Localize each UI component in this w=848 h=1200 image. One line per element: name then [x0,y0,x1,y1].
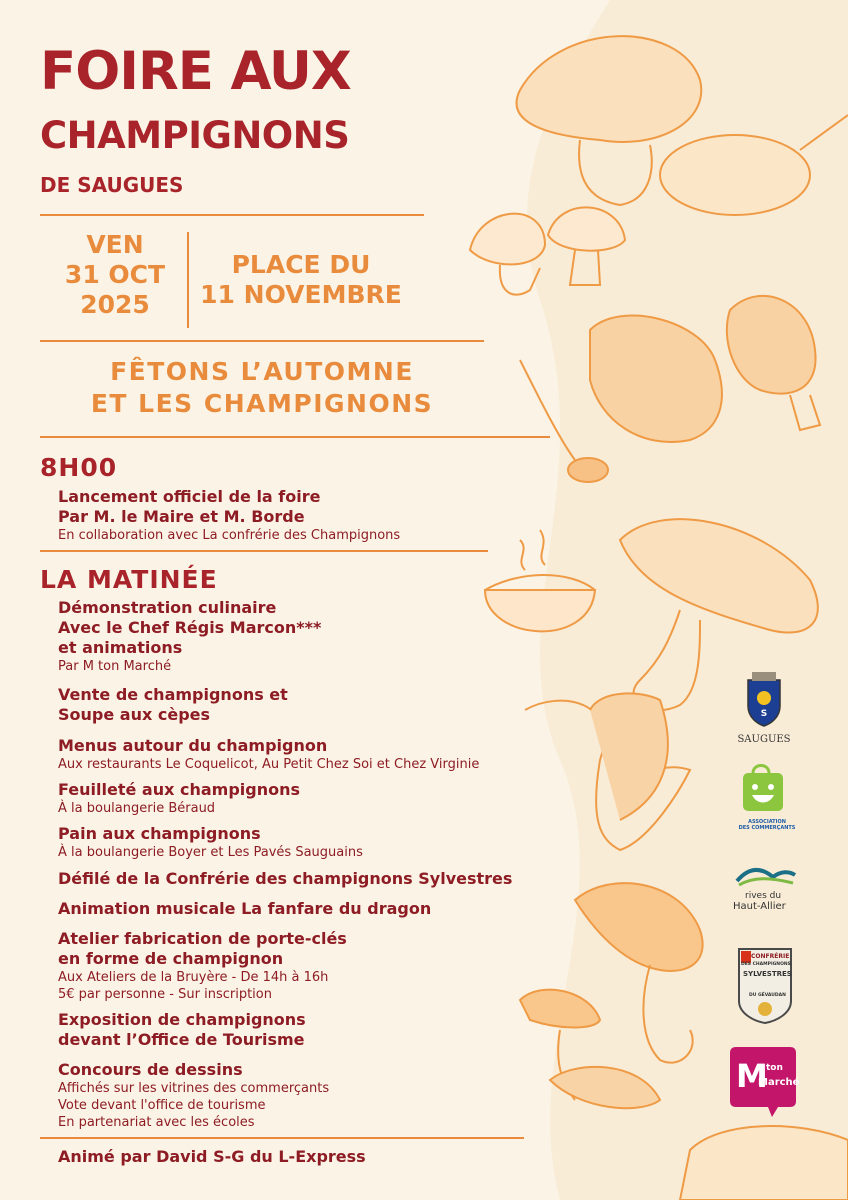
program-item [58,598,538,675]
item-line: et animations [58,638,183,657]
saugues-label: SAUGUES [737,734,791,745]
program-item [58,869,538,889]
program-item [58,780,538,817]
place-line-2: 11 NOVEMBRE [200,280,402,309]
launch-item [58,487,538,544]
section-title-8h00: 8H00 [40,453,118,482]
footer-divider [40,1137,524,1139]
place-divider [40,340,484,342]
crest-icon [734,670,794,730]
date-place-divider [187,232,189,328]
shopping-bag-icon [735,763,799,815]
section-title-matinee: LA MATINÉE [40,565,218,594]
mton-ton: ton [766,1063,783,1073]
item-line: Menus autour du champignon [58,736,328,755]
item-line: Démonstration culinaire [58,598,277,617]
confrerie-logo [735,945,795,1025]
association-line-1: ASSOCIATION [748,819,786,825]
place-line-1: PLACE DU [231,250,371,279]
item-sub: Affichés sur les vitrines des commerçants [58,1081,330,1096]
launch-sub: En collaboration avec La confrérie des Champignons [58,528,401,543]
m-ton-marche-logo [728,1043,798,1118]
item-line: Exposition de champignons [58,1010,306,1029]
rives-haut-allier-logo [733,865,803,925]
date-day: VEN [86,230,144,259]
program-item [58,929,538,1003]
item-line: Animation musicale La fanfare du dragon [58,899,432,918]
association-commercants-logo [735,763,799,849]
item-line: Atelier fabrication de porte-clés [58,929,347,948]
tagline-line-1: FÊTONS L’AUTOMNE [110,357,414,386]
program-item [58,899,538,919]
mton-m: M [736,1057,768,1095]
confrerie-line-4: DU GÉVAUDAN [749,993,786,998]
date-block [40,230,190,320]
item-line: Soupe aux cèpes [58,705,211,724]
item-line: Vente de champignons et [58,685,288,704]
date-year: 2025 [80,290,150,319]
header-divider [40,214,424,216]
item-sub: À la boulangerie Béraud [58,801,216,816]
place-block [196,250,406,310]
confrerie-line-3: SYLVESTRES [743,970,792,978]
rives-line-2: Haut-Allier [733,901,786,912]
item-sub: À la boulangerie Boyer et Les Pavés Sauguains [58,845,363,860]
item-sub: Aux Ateliers de la Bruyère - De 14h à 16h [58,970,329,985]
item-sub: Vote devant l'office de tourisme [58,1098,266,1113]
item-line: Pain aux champignons [58,824,261,843]
confrerie-line-2: DES CHAMPIGNONS [741,962,791,967]
svg-text:S: S [760,709,768,719]
launch-line-2: Par M. le Maire et M. Borde [58,507,305,526]
program-item [58,736,538,773]
saugues-crest-logo [734,670,794,750]
item-line: Feuilleté aux champignons [58,780,301,799]
title-line-3: DE SAUGUES [40,173,184,197]
date-date: 31 OCT [64,260,166,289]
item-sub: Aux restaurants Le Coquelicot, Au Petit Chez Soi et Chez Virginie [58,757,480,772]
rives-line-1: rives du [745,891,782,901]
association-line-2: DES COMMERÇANTS [738,825,796,831]
item-sub: En partenariat avec les écoles [58,1115,255,1130]
mton-marche: Marché [758,1077,800,1088]
program-item [58,1060,538,1131]
item-line: en forme de champignon [58,949,284,968]
item-sub: Par M ton Marché [58,659,172,674]
item-line: Avec le Chef Régis Marcon*** [58,618,322,637]
title-line-2: CHAMPIGNONS [40,114,350,157]
item-line: Défilé de la Confrérie des champignons Sylvestres [58,869,513,888]
river-icon [733,865,797,887]
tagline [40,356,484,420]
footer-credit: Animé par David S-G du L-Express [58,1147,366,1166]
item-sub: 5€ par personne - Sur inscription [58,987,272,1002]
program-item [58,685,538,725]
program-item [58,1010,538,1050]
item-line: devant l’Office de Tourisme [58,1030,305,1049]
title-line-1: FOIRE AUX [40,41,351,102]
program-item [58,824,538,861]
tagline-line-2: ET LES CHAMPIGNONS [90,389,434,418]
item-line: Concours de dessins [58,1060,243,1079]
confrerie-line-1: CONFRÉRIE [751,953,790,960]
section-divider [40,550,488,552]
launch-line-1: Lancement officiel de la foire [58,487,321,506]
tagline-divider [40,436,550,438]
